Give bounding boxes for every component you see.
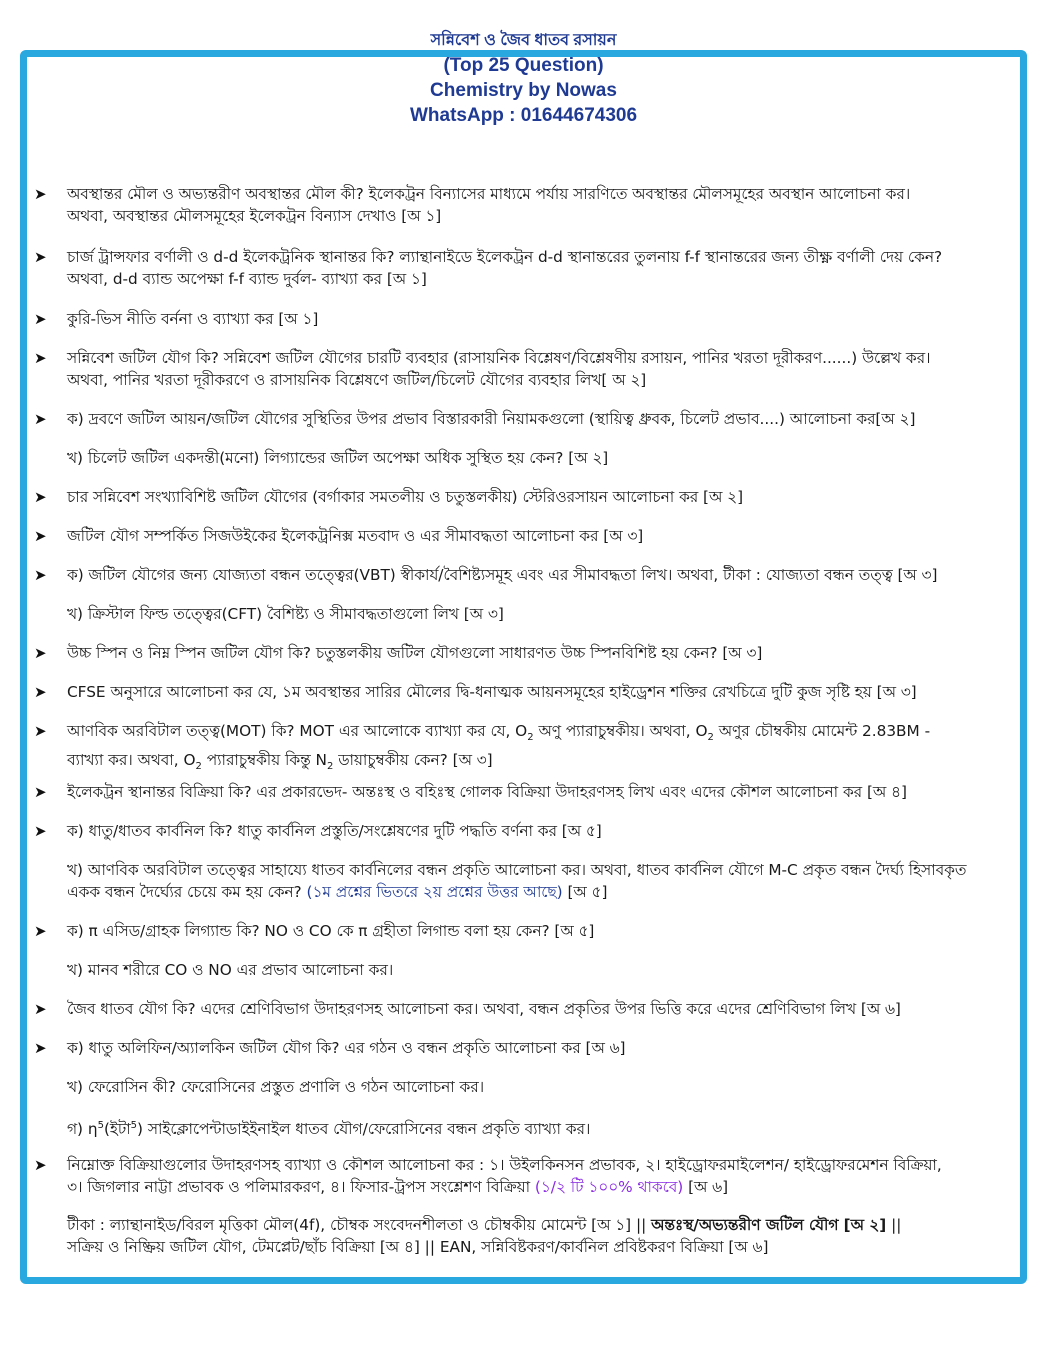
question-text: অথবা, পানির খরতা দূরীকরণে ও রাসায়নিক বিশ্লেষণে জটিল/চিলেট যৌগের ব্যবহার লিখ[ অ ২] xyxy=(67,371,647,389)
highlight-note: (১/২ টি ১০০% থাকবে) xyxy=(534,1178,684,1196)
question-text: একক বন্ধন দৈর্ঘ্যের চেয়ে কম হয় কেন? (১ম প্রশ্নের ভিতরে ২য় প্রশ্নের উত্তর আছে) [অ ৫] xyxy=(67,883,608,901)
document-title: সন্নিবেশ ও জৈব ধাতব রসায়ন xyxy=(430,32,617,49)
bullet-arrow-icon: ➤ xyxy=(34,1000,47,1018)
question-text: খ) মানব শরীরে CO ও NO এর প্রভাব আলোচনা কর। xyxy=(67,961,394,979)
bullet-arrow-icon: ➤ xyxy=(34,644,47,662)
note-text: টীকা : ল্যান্থানাইড/বিরল মৃত্তিকা মৌল(4f), চৌম্বক সংবেদনশীলতা ও চৌম্বকীয় মোমেন্ট [অ ১] || অন্তঃস্থ/অভ্যন্তরীণ জটিল যৌগ [অ ২] || xyxy=(67,1216,902,1234)
bullet-arrow-icon: ➤ xyxy=(34,566,47,584)
question-text: গ) $\eta^5(ইটা^5)$ সাইক্লোপেন্টাডাইইনাইল ধাতব যৌগ/ফেরোসিনের বন্ধন প্রকৃতি ব্যাখ্যা কর। xyxy=(67,1120,591,1139)
question-text: চার সন্নিবেশ সংখ্যাবিশিষ্ট জটিল যৌগের (বর্গাকার সমতলীয় ও চতুস্তলকীয়) স্টেরিওরসায়ন আলোচনা কর [অ ২] xyxy=(67,488,744,506)
whatsapp-contact: WhatsApp : 01644674306 xyxy=(409,105,638,126)
document-header xyxy=(0,28,1047,128)
question-text: সন্নিবেশ জটিল যৌগ কি? সন্নিবেশ জটিল যৌগের চারটি ব্যবহার (রাসায়নিক বিশ্লেষণ/বিশ্লেষণীয় রসায়ন, পানির খরতা দূরীকরণ......) উল্লেখ কর। xyxy=(67,349,931,367)
note-text: সক্রিয় ও নিষ্ক্রিয় জটিল যৌগ, টেমপ্লেট/ছাঁচ বিক্রিয়া [অ ৪] || EAN, সন্নিবিষ্টকরণ/কার্বনিল প্রবিষ্টকরণ বিক্রিয়া [অ ৬] xyxy=(67,1238,769,1256)
question-text: ক) ধাতু/ধাতব কার্বনিল কি? ধাতু কার্বনিল প্রস্তুতি/সংশ্লেষণের দুটি পদ্ধতি বর্ণনা কর [অ ৫] xyxy=(67,822,602,840)
question-text: কুরি-ভিস নীতি বর্ননা ও ব্যাখ্যা কর [অ ১] xyxy=(67,310,319,328)
bullet-arrow-icon: ➤ xyxy=(34,922,47,940)
bullet-arrow-icon: ➤ xyxy=(34,488,47,506)
bullet-arrow-icon: ➤ xyxy=(34,248,47,266)
question-text: আণবিক অরবিটাল তত্ত্ব(MOT) কি? MOT এর আলোকে ব্যাখ্যা কর যে, $O_2$ অণু প্যারাচুম্বকীয়। অথবা, $O_2$ অণুর চৌম্বকীয় মোমেন্ট 2.83BM - xyxy=(67,722,931,744)
question-text: নিম্নোক্ত বিক্রিয়াগুলোর উদাহরণসহ ব্যাখ্যা ও কৌশল আলোচনা কর : ১। উইলকিনসন প্রভাবক, ২। হাইড্রোফরমাইলেশন/ হাইড্রোফরমেশন বিক্রিয়া, xyxy=(67,1156,942,1174)
document-author: Chemistry by Nowas xyxy=(430,80,617,101)
question-text: ইলেকট্রন স্থানান্তর বিক্রিয়া কি? এর প্রকারভেদ- অন্তঃস্থ ও বহিঃস্থ গোলক বিক্রিয়া উদাহরণসহ লিখ এবং এদের কৌশল আলোচনা কর [অ ৪] xyxy=(67,783,907,801)
bullet-arrow-icon: ➤ xyxy=(34,185,47,203)
question-text: জৈব ধাতব যৌগ কি? এদের শ্রেণিবিভাগ উদাহরণসহ আলোচনা কর। অথবা, বন্ধন প্রকৃতির উপর ভিত্তি করে এদের শ্রেণিবিভাগ লিখ [অ ৬] xyxy=(67,1000,901,1018)
question-text: অবস্থান্তর মৌল ও অভ্যন্তরীণ অবস্থান্তর মৌল কী? ইলেকট্রন বিন্যাসের মাধ্যমে পর্যায় সারণিতে অবস্থান্তর মৌলসমূহের অবস্থান আলোচনা কর। xyxy=(67,185,911,203)
question-text: চার্জ ট্রান্সফার বর্ণালী ও d-d ইলেকট্রনিক স্থানান্তর কি? ল্যান্থানাইডে ইলেকট্রন d-d স্থানান্তরের তুলনায় f-f স্থানান্তরের জন্য তীক্ষ্ণ বর্ণালী দেয় কেন? xyxy=(67,248,943,266)
question-text: খ) চিলেট জটিল একদন্তী(মনো) লিগ্যান্ডের জটিল অপেক্ষা অধিক সুস্থিত হয় কেন? [অ ২] xyxy=(67,449,609,467)
bullet-arrow-icon: ➤ xyxy=(34,527,47,545)
question-text: উচ্চ স্পিন ও নিম্ন স্পিন জটিল যৌগ কি? চতুস্তলকীয় জটিল যৌগগুলো সাধারণত উচ্চ স্পিনবিশিষ্ট হয় কেন? [অ ৩] xyxy=(67,644,763,662)
bullet-arrow-icon: ➤ xyxy=(34,822,47,840)
question-text: ক) ধাতু অলিফিন/অ্যালকিন জটিল যৌগ কি? এর গঠন ও বন্ধন প্রকৃতি আলোচনা কর [অ ৬] xyxy=(67,1039,626,1057)
page-border xyxy=(20,50,1027,1284)
bullet-arrow-icon: ➤ xyxy=(34,310,47,328)
bullet-arrow-icon: ➤ xyxy=(34,349,47,367)
question-text: ৩। জিগলার নাট্টা প্রভাবক ও পলিমারকরণ, ৪। ফিসার-ট্রপস সংশ্লেশণ বিক্রিয়া (১/২ টি ১০০% থাকবে) [অ ৬] xyxy=(67,1178,729,1196)
bullet-arrow-icon: ➤ xyxy=(34,1156,47,1174)
question-text: ক) π এসিড/গ্রাহক লিগ্যান্ড কি? NO ও CO কে π গ্রহীতা লিগান্ড বলা হয় কেন? [অ ৫] xyxy=(67,922,595,940)
bullet-arrow-icon: ➤ xyxy=(34,1039,47,1057)
bullet-arrow-icon: ➤ xyxy=(34,410,47,428)
question-text: ব্যাখ্যা কর। অথবা, $O_2$ প্যারাচুম্বকীয় কিন্তু $N_2$ ডায়াচুম্বকীয় কেন? [অ ৩] xyxy=(67,751,493,773)
question-text: ক) দ্রবণে জটিল আয়ন/জটিল যৌগের সুস্থিতির উপর প্রভাব বিস্তারকারী নিয়ামকগুলো (স্থায়িত্ব ধ্রুবক, চিলেট প্রভাব....) আলোচনা কর[অ ২] xyxy=(67,410,916,428)
question-text: খ) ফেরোসিন কী? ফেরোসিনের প্রস্তুত প্রণালি ও গঠন আলোচনা কর। xyxy=(67,1078,485,1096)
highlight-note: (১ম প্রশ্নের ভিতরে ২য় প্রশ্নের উত্তর আছে) xyxy=(306,883,563,901)
bullet-arrow-icon: ➤ xyxy=(34,722,47,740)
question-text: অথবা, অবস্থান্তর মৌলসমূহের ইলেকট্রন বিন্যাস দেখাও [অ ১] xyxy=(67,207,442,225)
question-text: খ) আণবিক অরবিটাল তত্ত্বের সাহায্যে ধাতব কার্বনিলের বন্ধন প্রকৃতি আলোচনা কর। অথবা, ধাতব কার্বনিল যৌগে M-C প্রকৃত বন্ধন দৈর্ঘ্য হিসাবকৃত xyxy=(67,861,967,879)
question-text: খ) ক্রিস্টাল ফিল্ড তত্ত্বের(CFT) বৈশিষ্ট্য ও সীমাবদ্ধতাগুলো লিখ [অ ৩] xyxy=(67,605,504,623)
bullet-arrow-icon: ➤ xyxy=(34,683,47,701)
bullet-arrow-icon: ➤ xyxy=(34,783,47,801)
document-subtitle: (Top 25 Question) xyxy=(443,55,604,76)
question-text: ক) জটিল যৌগের জন্য যোজ্যতা বন্ধন তত্ত্বের(VBT) স্বীকার্য/বৈশিষ্ট্যসমূহ এবং এর সীমাবদ্ধতা লিখ। অথবা, টীকা : যোজ্যতা বন্ধন তত্ত্ব [অ ৩] xyxy=(67,566,938,584)
question-text: CFSE অনুসারে আলোচনা কর যে, ১ম অবস্থান্তর সারির মৌলের দ্বি-ধনাত্মক আয়নসমূহের হাইড্রেশন শক্তির রেখচিত্রে দুটি কুজ সৃষ্টি হয় [অ ৩] xyxy=(67,683,917,701)
question-text: অথবা, d-d ব্যান্ড অপেক্ষা f-f ব্যান্ড দুর্বল- ব্যাখ্যা কর [অ ১] xyxy=(67,270,427,288)
question-text: জটিল যৌগ সম্পর্কিত সিজউইকের ইলেকট্রনিক্স মতবাদ ও এর সীমাবদ্ধতা আলোচনা কর [অ ৩] xyxy=(67,527,644,545)
